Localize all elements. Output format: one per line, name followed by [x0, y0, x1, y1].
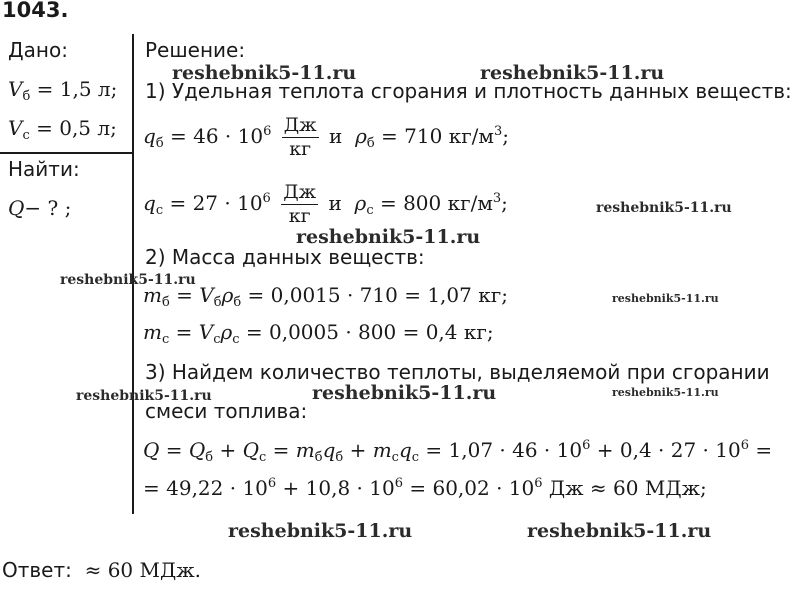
watermark: reshebnik5-11.ru [312, 382, 497, 404]
step3-text-line2: смеси топлива: [145, 399, 308, 423]
step3-text-line1: 3) Найдем количество теплоты, выделяемой при сгорании [145, 360, 770, 384]
step1-text: 1) Удельная теплота сгорания и плотность данных веществ: [145, 79, 792, 103]
given-volume-c: $V_с = 0,5$ л; [8, 116, 117, 143]
find-q: Q− ? ; [8, 196, 72, 220]
watermark: reshebnik5-11.ru [60, 272, 196, 288]
watermark: reshebnik5-11.ru [612, 386, 719, 399]
watermark: reshebnik5-11.ru [596, 200, 732, 216]
mass-c-equation: $m_с = V_с\rho_с = 0,0005 \cdot 800 = 0,4$ кг; [143, 320, 494, 347]
heat-equation-line2: = $49,22 \cdot 10^6 + 10,8 \cdot 10^6 = 60,02 \cdot 10^6$ Дж ≈ 60 МДж; [143, 476, 707, 500]
given-volume-b: $V_б = 1,5$ л; [8, 77, 118, 104]
problem-number: 1043. [2, 0, 69, 22]
q-c-equation: $q_с = 27 \cdot 10^6$ $\frac{Дж}{кг}$ и $\rho_с = 800$ $кг/м^3$; [143, 181, 508, 227]
watermark: reshebnik5-11.ru [172, 62, 357, 84]
watermark: reshebnik5-11.ru [612, 292, 719, 305]
answer-line: Ответ: ≈ 60 МДж. [2, 558, 202, 582]
watermark: reshebnik5-11.ru [228, 520, 413, 542]
watermark: reshebnik5-11.ru [296, 226, 481, 248]
mass-b-equation: $m_б = V_б\rho_б = 0,0015 \cdot 710 = 1,07$ кг; [143, 283, 508, 310]
q-b-equation: $q_б = 46 \cdot 10^6$ $\frac{Дж}{кг}$ и $\rho_б = 710$ $кг/м^3$; [143, 114, 509, 160]
solution-header: Решение: [145, 38, 246, 62]
given-find-divider [0, 152, 132, 154]
heat-equation-line1: $Q = Q_б + Q_с = m_бq_б + m_сq_с = 1,07 \cdot 46 \cdot 10^6 + 0,4 \cdot 27 \cdot 10^6$ = [143, 438, 773, 465]
find-header: Найти: [8, 157, 80, 181]
watermark: reshebnik5-11.ru [527, 520, 712, 542]
watermark: reshebnik5-11.ru [480, 62, 665, 84]
given-header: Дано: [8, 38, 68, 62]
step2-text: 2) Масса данных веществ: [145, 245, 425, 269]
watermark: reshebnik5-11.ru [76, 388, 212, 404]
